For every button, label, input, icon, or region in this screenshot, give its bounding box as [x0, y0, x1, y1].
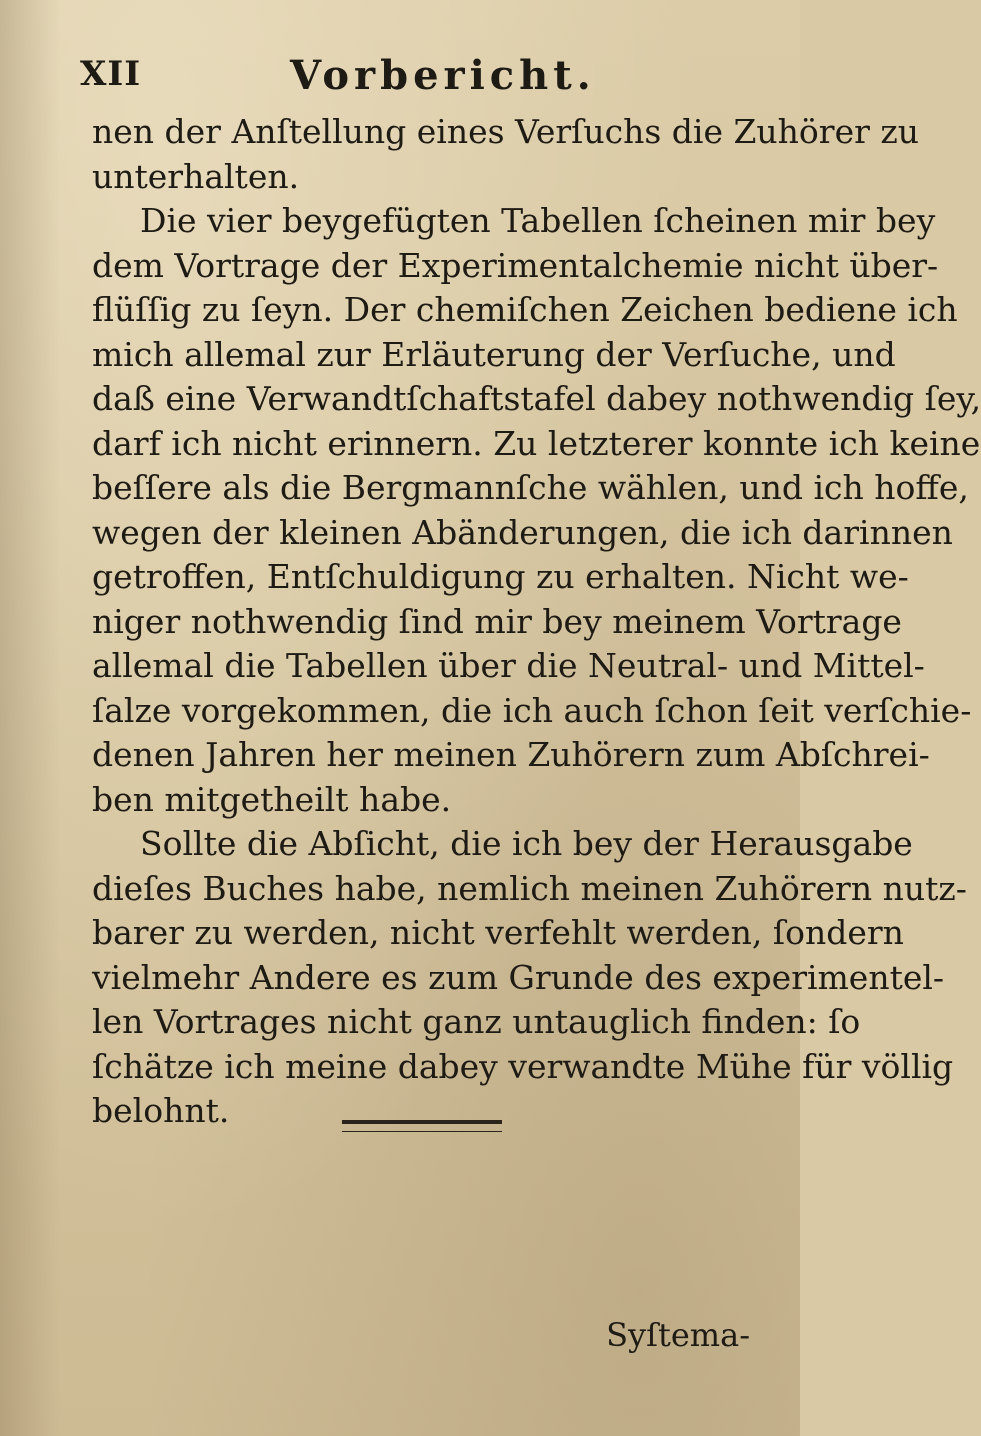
catchword: Syſtema- — [606, 1316, 750, 1354]
text-line: ſalze vorgekommen, die ich auch ſchon ſeit verſchie- — [92, 690, 972, 730]
page-number: XII — [80, 54, 142, 94]
page-edge-stain — [0, 0, 60, 1436]
section-end-rule-thin — [342, 1131, 502, 1132]
text-line: niger nothwendig ſind mir bey meinem Vortrage — [92, 601, 902, 641]
text-line: daß eine Verwandtſchaftstafel dabey nothwendig ſey, — [92, 379, 981, 418]
text-line: ben mitgetheilt habe. — [92, 779, 452, 819]
text-line: dieſes Buches habe, nemlich meinen Zuhörern nutz- — [92, 868, 967, 908]
section-end-rule — [342, 1120, 502, 1124]
text-line: barer zu werden, nicht verfehlt werden, ſondern — [92, 913, 904, 952]
text-line: mich allemal zur Erläuterung der Verſuche, und — [92, 334, 896, 374]
text-line: len Vortrages nicht ganz untauglich finden: ſo — [92, 1002, 861, 1041]
text-line: flüſſig zu ſeyn. Der chemiſchen Zeichen bediene ich — [92, 290, 958, 329]
text-line: getroffen, Entſchuldigung zu erhalten. Nicht we- — [92, 557, 909, 596]
text-line: nen der Anſtellung eines Verſuchs die Zuhörer zu — [92, 112, 919, 151]
text-line: Sollte die Abſicht, die ich bey der Herausgabe — [140, 824, 913, 863]
text-line: ſchätze ich meine dabey verwandte Mühe für völlig — [92, 1046, 954, 1086]
text-line: vielmehr Andere es zum Grunde des experimentel- — [92, 957, 945, 997]
text-line: darf ich nicht erinnern. Zu letzterer konnte ich keine — [92, 423, 981, 463]
text-line: dem Vortrage der Experimentalchemie nicht über- — [92, 245, 939, 285]
text-line: allemal die Tabellen über die Neutral- und Mittel- — [92, 646, 925, 685]
body-text — [92, 110, 981, 1134]
page-header — [60, 48, 740, 98]
text-line: belohnt. — [92, 1091, 230, 1130]
text-line: Die vier beygefügten Tabellen ſcheinen mir bey — [140, 201, 936, 240]
text-line: beſſere als die Bergmannſche wählen, und ich hoffe, — [92, 468, 969, 507]
text-line: wegen der kleinen Abänderungen, die ich darinnen — [92, 512, 953, 552]
running-head: Vorbericht. — [290, 52, 596, 99]
text-line: unterhalten. — [92, 156, 300, 196]
text-line: denen Jahren her meinen Zuhörern zum Abſchrei- — [92, 735, 930, 774]
